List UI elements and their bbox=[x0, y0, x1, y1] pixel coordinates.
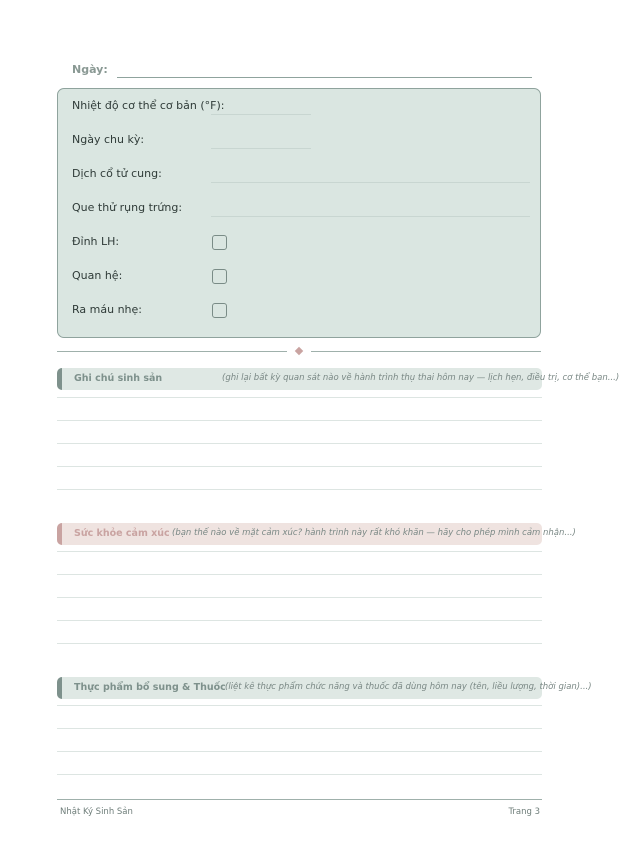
opk-label: Que thử rụng trứng: bbox=[72, 201, 183, 214]
lh-peak-label: Đỉnh LH: bbox=[72, 235, 120, 248]
supplements-hint: (liệt kê thực phẩm chức năng và thuốc đã dùng hôm nay (tên, liều lượng, thời gian)...) bbox=[225, 682, 592, 692]
supplements-line-3[interactable] bbox=[57, 751, 542, 752]
cycle-day-label: Ngày chu kỳ: bbox=[72, 133, 145, 146]
emotional-wellbeing-line-5[interactable] bbox=[57, 643, 542, 644]
metric-lh-peak bbox=[72, 232, 530, 252]
emotional-wellbeing-line-1[interactable] bbox=[57, 551, 542, 552]
section-divider bbox=[57, 346, 541, 358]
metric-cycle-day bbox=[72, 130, 530, 150]
divider-line-right bbox=[311, 351, 541, 352]
fertility-notes-hint: (ghi lại bất kỳ quan sát nào về hành trình thụ thai hôm nay — lịch hẹn, điều trị, cơ thể bạn...) bbox=[222, 373, 619, 383]
emotional-wellbeing-line-2[interactable] bbox=[57, 574, 542, 575]
emotional-wellbeing-line-4[interactable] bbox=[57, 620, 542, 621]
fertility-notes-line-3[interactable] bbox=[57, 443, 542, 444]
fertility-notes-header bbox=[57, 368, 619, 390]
fertility-notes-line-4[interactable] bbox=[57, 466, 542, 467]
emotional-wellbeing-hint: (bạn thế nào về mặt cảm xúc? hành trình này rất khó khăn — hãy cho phép mình cảm nhận...) bbox=[172, 528, 576, 538]
metric-bbt bbox=[72, 96, 530, 116]
diamond-ornament-icon bbox=[295, 347, 303, 355]
emotional-wellbeing-header bbox=[57, 523, 576, 545]
supplements-title: Thực phẩm bổ sung & Thuốc bbox=[74, 682, 226, 693]
metric-intercourse bbox=[72, 266, 530, 286]
spotting-checkbox[interactable] bbox=[212, 303, 227, 318]
supplements-line-1[interactable] bbox=[57, 705, 542, 706]
fertility-notes-line-2[interactable] bbox=[57, 420, 542, 421]
fertility-notes-title: Ghi chú sinh sản bbox=[74, 373, 163, 384]
header-accent-bar bbox=[57, 368, 62, 390]
cervical-fluid-label: Dịch cổ tử cung: bbox=[72, 167, 162, 180]
emotional-wellbeing-line-3[interactable] bbox=[57, 597, 542, 598]
header-accent-bar bbox=[57, 523, 62, 545]
date-input-line[interactable] bbox=[117, 77, 532, 78]
cycle-day-input-line[interactable] bbox=[211, 148, 311, 149]
intercourse-checkbox[interactable] bbox=[212, 269, 227, 284]
supplements-line-4[interactable] bbox=[57, 774, 542, 775]
metric-spotting bbox=[72, 300, 530, 320]
header-accent-bar bbox=[57, 677, 62, 699]
fertility-notes-line-1[interactable] bbox=[57, 397, 542, 398]
cervical-fluid-input-line[interactable] bbox=[211, 182, 530, 183]
opk-input-line[interactable] bbox=[211, 216, 530, 217]
bbt-label: Nhiệt độ cơ thể cơ bản (°F): bbox=[72, 99, 225, 112]
date-row bbox=[72, 60, 532, 80]
divider-line-left bbox=[57, 351, 287, 352]
bbt-input-line[interactable] bbox=[211, 114, 311, 115]
journal-name: Nhật Ký Sinh Sản bbox=[60, 807, 133, 817]
emotional-wellbeing-title: Sức khỏe cảm xúc bbox=[74, 528, 170, 539]
date-label: Ngày: bbox=[72, 63, 108, 76]
daily-metrics-box bbox=[57, 88, 541, 338]
footer-divider bbox=[57, 799, 542, 800]
spotting-label: Ra máu nhẹ: bbox=[72, 303, 142, 316]
metric-cervical-fluid bbox=[72, 164, 530, 184]
lh-peak-checkbox[interactable] bbox=[212, 235, 227, 250]
page-number: Trang 3 bbox=[508, 807, 540, 817]
metric-opk bbox=[72, 198, 530, 218]
supplements-header bbox=[57, 677, 592, 699]
fertility-notes-line-5[interactable] bbox=[57, 489, 542, 490]
supplements-line-2[interactable] bbox=[57, 728, 542, 729]
intercourse-label: Quan hệ: bbox=[72, 269, 123, 282]
